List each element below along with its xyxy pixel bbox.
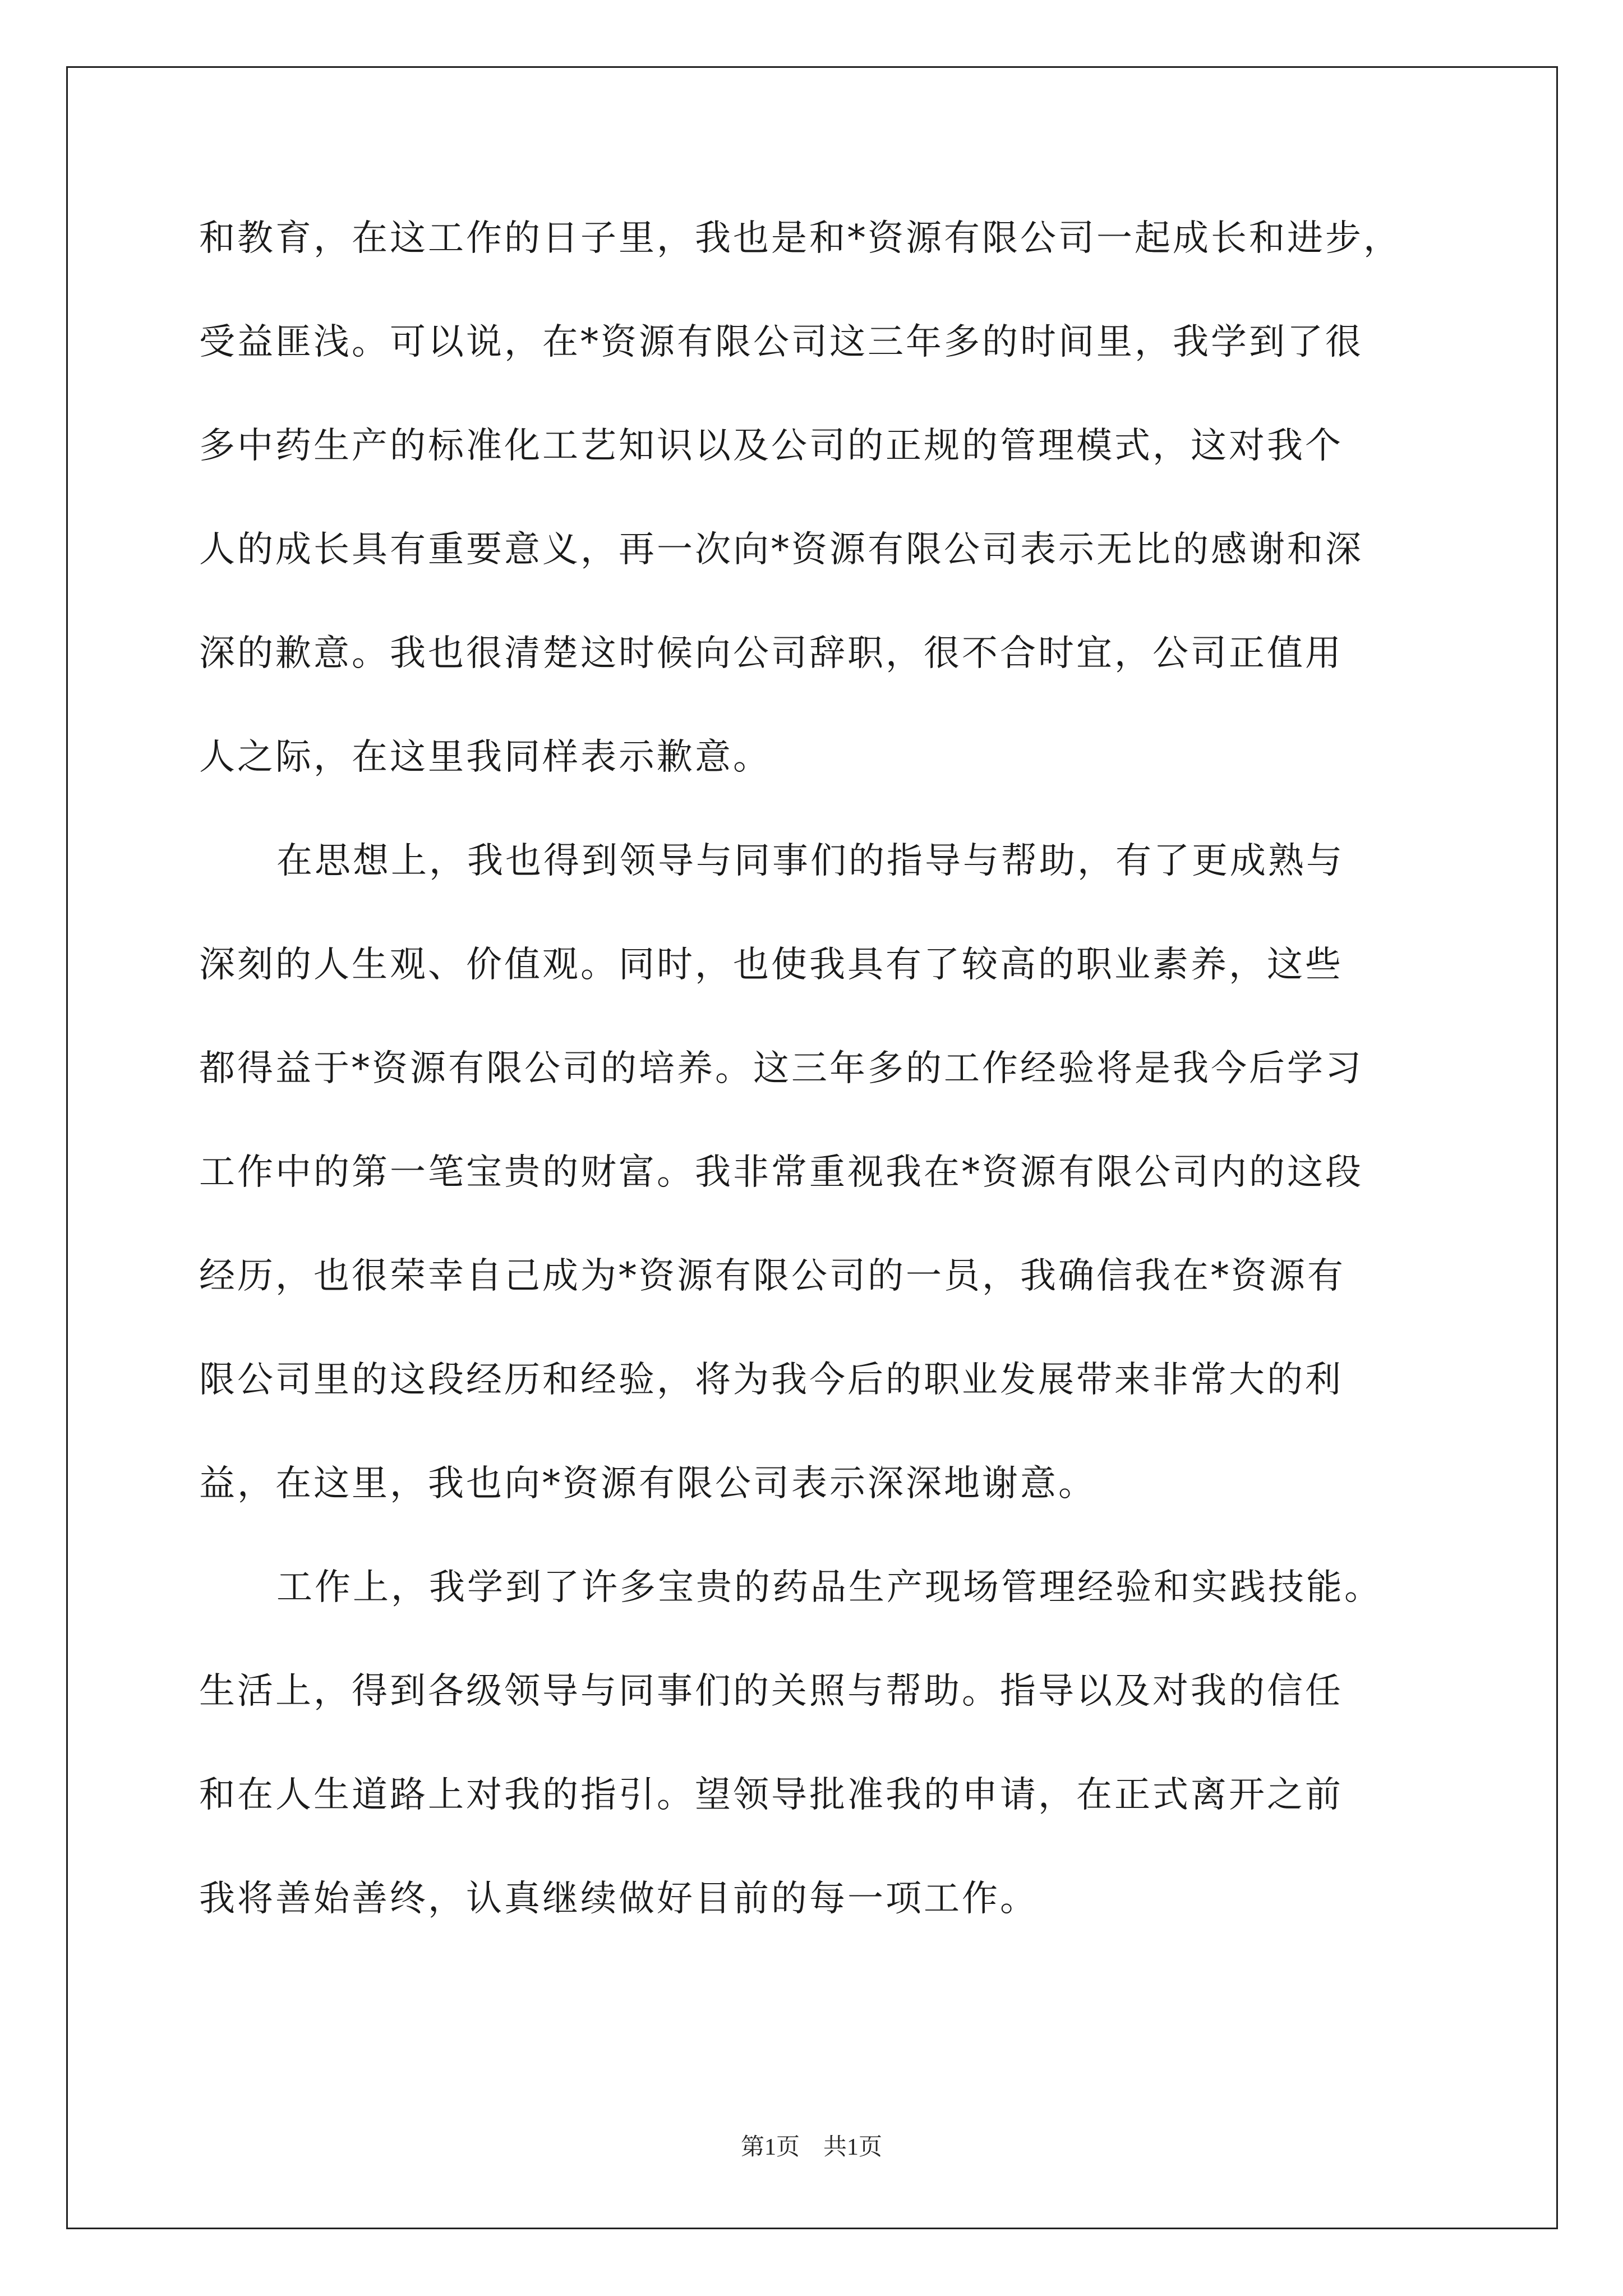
text-line: 都得益于*资源有限公司的培养。这三年多的工作经验将是我今后学习	[199, 1048, 1363, 1089]
text-line: 人的成长具有重要意义，再一次向*资源有限公司表示无比的感谢和深	[199, 529, 1363, 570]
paragraph-start-line: 工作上，我学到了许多宝贵的药品生产现场管理经验和实践技能。	[276, 1567, 1382, 1608]
text-line: 限公司里的这段经历和经验，将为我今后的职业发展带来非常大的利	[199, 1359, 1343, 1401]
page-footer: 第1页 共1页	[740, 2134, 882, 2160]
text-line: 和教育，在这工作的日子里，我也是和*资源有限公司一起成长和进步，	[199, 218, 1401, 259]
document-body	[199, 210, 1433, 1975]
paragraph-start-line: 在思想上，我也得到领导与同事们的指导与帮助，有了更成熟与	[276, 840, 1344, 882]
text-line: 深的歉意。我也很清楚这时候向公司辞职，很不合时宜，公司正值用	[199, 633, 1343, 674]
text-line: 深刻的人生观、价值观。同时，也使我具有了较高的职业素养，这些	[199, 944, 1343, 986]
text-line: 受益匪浅。可以说，在*资源有限公司这三年多的时间里，我学到了很	[199, 321, 1363, 363]
text-line: 经历，也很荣幸自己成为*资源有限公司的一员，我确信我在*资源有	[199, 1255, 1345, 1297]
text-line: 工作中的第一笔宝贵的财富。我非常重视我在*资源有限公司内的这段	[199, 1152, 1363, 1193]
text-line: 生活上，得到各级领导与同事们的关照与帮助。指导以及对我的信任	[199, 1671, 1343, 1712]
text-line: 我将善始善终，认真继续做好目前的每一项工作。	[199, 1878, 1038, 1920]
text-line: 多中药生产的标准化工艺知识以及公司的正规的管理模式，这对我个	[199, 425, 1343, 467]
text-line: 和在人生道路上对我的指引。望领导批准我的申请，在正式离开之前	[199, 1774, 1343, 1816]
text-line: 益，在这里，我也向*资源有限公司表示深深地谢意。	[199, 1463, 1096, 1504]
text-line: 人之际，在这里我同样表示歉意。	[199, 737, 771, 778]
